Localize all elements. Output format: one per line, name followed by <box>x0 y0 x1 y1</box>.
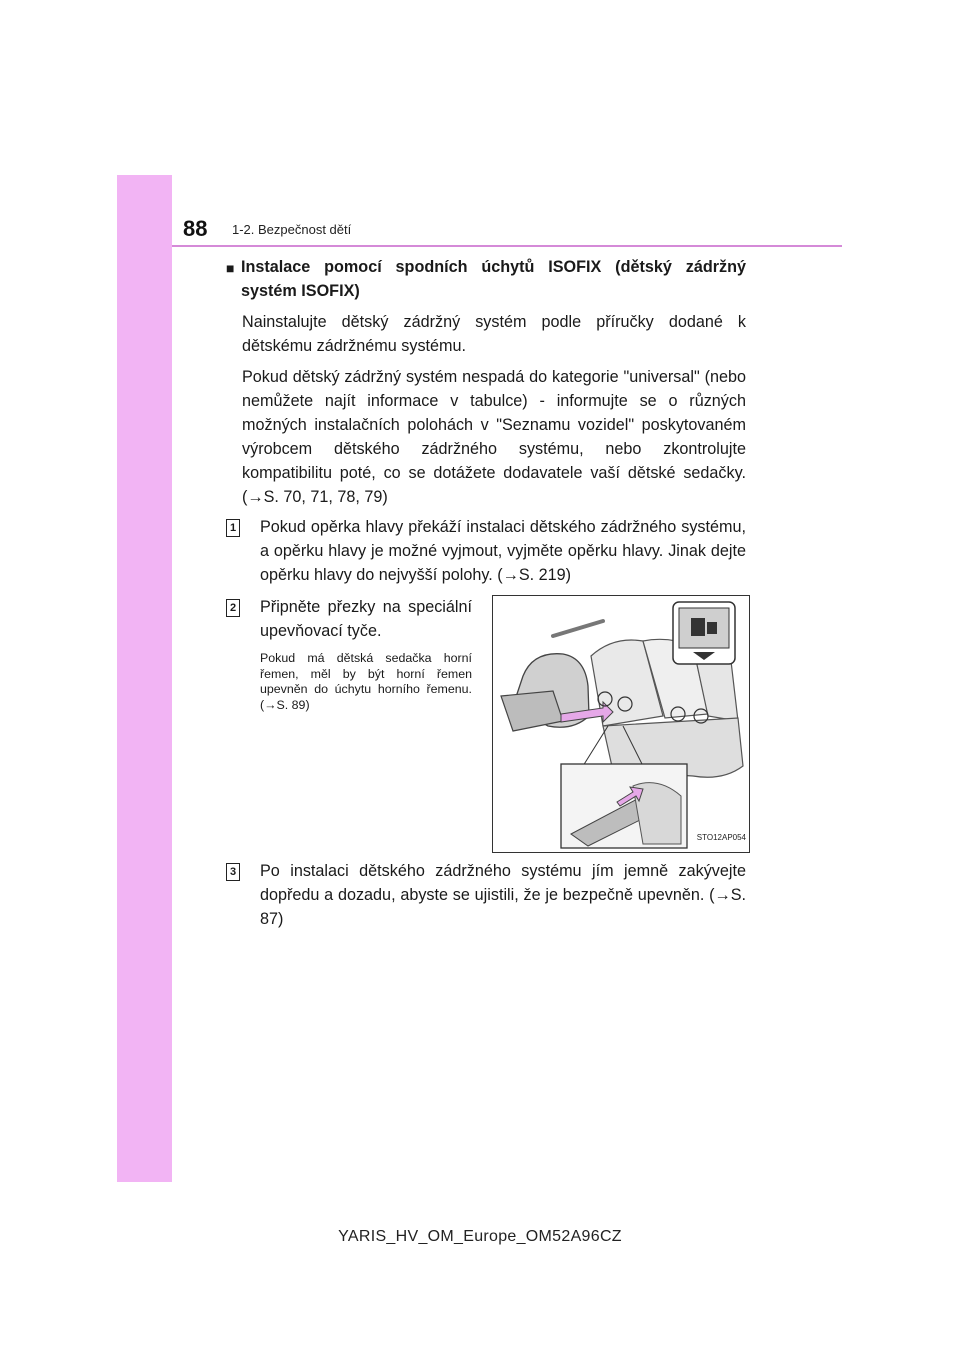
page-number: 88 <box>183 216 208 241</box>
figure-code: STO12AP054 <box>696 833 746 842</box>
step-number-badge: 3 <box>226 863 240 881</box>
step-text: Po instalaci dětského zádržného systému jím jemně zakývejte dopředu a dozadu, abyste se ujistili, že je bezpečně upevněn. (→S. 87) <box>260 862 746 928</box>
step-2 <box>226 595 746 853</box>
paragraph: Pokud dětský zádržný systém nespadá do kategorie "universal" (nebo nemůžete najít informace v tabulce) - informujte se o různých možných instalačních polohách v "Seznamu vozidel" poskytovaném výrobcem dětského zádržného systému, nebo zkontrolujte kompatibilitu poté, co se dotážete dodavatele vaší dětské sedačky. (→S. 70, 71, 78, 79) <box>242 368 746 506</box>
step-number-badge: 2 <box>226 599 240 617</box>
step-3 <box>226 859 746 931</box>
page-content <box>226 254 746 931</box>
paragraph: Nainstalujte dětský zádržný systém podle příručky dodané k dětskému zádržnému systému. <box>242 313 746 355</box>
header-divider <box>172 245 842 247</box>
chapter-side-tab <box>117 175 172 1182</box>
square-bullet-icon: ■ <box>226 260 235 276</box>
heading-text: Instalace pomocí spodních úchytů ISOFIX (dětský zádržný systém ISOFIX) <box>241 258 746 300</box>
section-title: 1-2. Bezpečnost dětí <box>232 222 352 237</box>
subsection-heading <box>226 255 746 303</box>
step-note: Pokud má dětská sedačka horní řemen, měl by být horní řemen upevněn do úchytu horního řemenu. (→S. 89) <box>260 651 472 712</box>
step-text: Pokud opěrka hlavy překáží instalaci dětského zádržného systému, a opěrku hlavy je možné vyjmout, vyjměte opěrku hlavy. Jinak dejte opěrku hlavy do nejvyšší polohy. (→S. 219) <box>260 518 746 584</box>
isofix-installation-figure <box>492 595 750 853</box>
car-seat-illustration <box>493 596 749 852</box>
footer-doc-code: YARIS_HV_OM_Europe_OM52A96CZ <box>338 1228 622 1245</box>
step-text: Připněte přezky na speciální upevňovací tyče. <box>260 598 472 640</box>
step-1 <box>226 515 746 587</box>
step-number-badge: 1 <box>226 519 240 537</box>
